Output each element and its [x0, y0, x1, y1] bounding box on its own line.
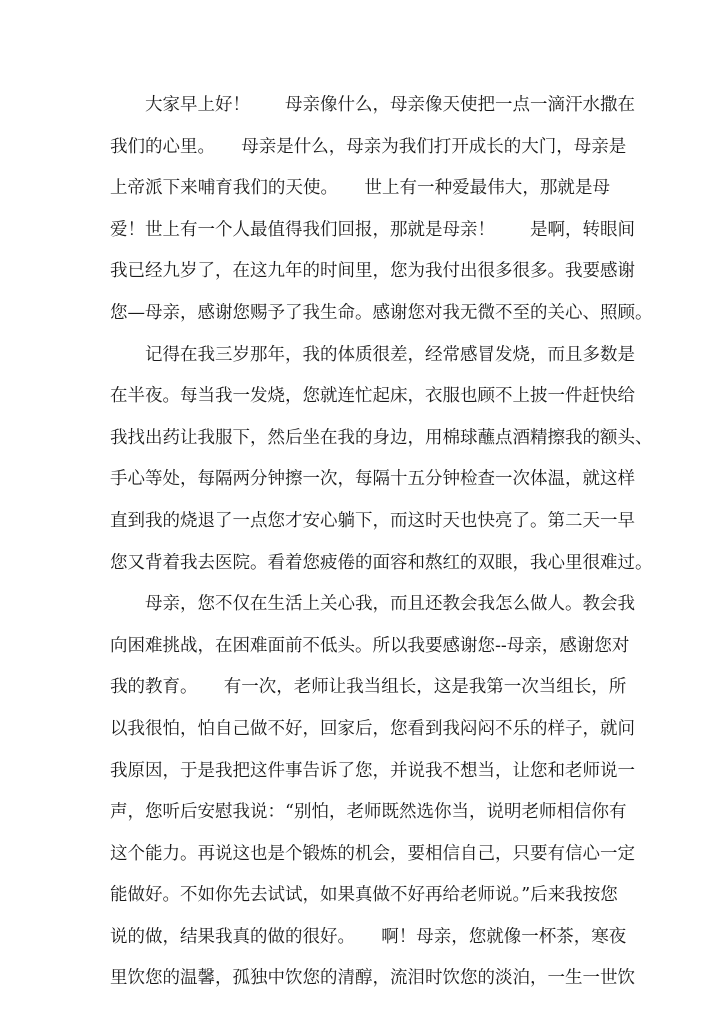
text-line: 您—母亲，感谢您赐予了我生命。感谢您对我无微不至的关心、照顾。: [110, 302, 653, 323]
text-line: 我已经九岁了，在这九年的时间里，您为我付出很多很多。我要感谢: [110, 261, 635, 282]
text-line: 我原因，于是我把这件事告诉了您，并说我不想当，让您和老师说一: [110, 760, 635, 781]
text-line: 我找出药让我服下，然后坐在我的身边，用棉球蘸点酒精擦我的额头、: [110, 427, 653, 448]
text-line: 手心等处，每隔两分钟擦一次，每隔十五分钟检查一次体温，就这样: [110, 469, 635, 490]
text-line: 上帝派下来哺育我们的天使。 世上有一种爱最伟大，那就是母: [110, 178, 610, 199]
text-line: 我们的心里。 母亲是什么，母亲为我们打开成长的大门，母亲是: [110, 136, 627, 157]
text-line: 向困难挑战，在困难面前不低头。所以我要感谢您--母亲，感谢您对: [110, 635, 630, 656]
text-line: 在半夜。每当我一发烧，您就连忙起床，衣服也顾不上披一件赶快给: [110, 386, 635, 407]
body-text: [110, 85, 653, 1000]
text-line: 说的做，结果我真的做的很好。 啊！母亲，您就像一杯茶，寒夜: [110, 926, 627, 947]
text-line: 直到我的烧退了一点您才安心躺下，而这时天也快亮了。第二天一早: [110, 510, 635, 531]
text-line: 声，您听后安慰我说：“别怕，老师既然选你当，说明老师相信你有: [110, 802, 627, 823]
text-line: 大家早上好！ 母亲像什么，母亲像天使把一点一滴汗水撒在: [145, 95, 635, 115]
text-line: 我的教育。 有一次，老师让我当组长，这是我第一次当组长，所: [110, 677, 627, 698]
text-line: 记得在我三岁那年，我的体质很差，经常感冒发烧，而且多数是: [145, 344, 635, 365]
text-line: 以我很怕，怕自己做不好，回家后，您看到我闷闷不乐的样子，就问: [110, 718, 635, 739]
text-line: 爱！世上有一个人最值得我们回报，那就是母亲！ 是啊，转眼间: [110, 219, 635, 240]
text-line: 这个能力。再说这也是个锻炼的机会，要相信自己，只要有信心一定: [110, 843, 635, 864]
text-line: 母亲，您不仅在生活上关心我，而且还教会我怎么做人。教会我: [145, 594, 635, 615]
text-line: 您又背着我去医院。看着您疲倦的面容和熬红的双眼，我心里很难过。: [110, 552, 653, 573]
text-line: 能做好。不如你先去试试，如果真做不好再给老师说。”后来我按您: [110, 885, 618, 906]
text-line: 里饮您的温馨，孤独中饮您的清醇，流泪时饮您的淡泊，一生一世饮: [110, 968, 635, 989]
